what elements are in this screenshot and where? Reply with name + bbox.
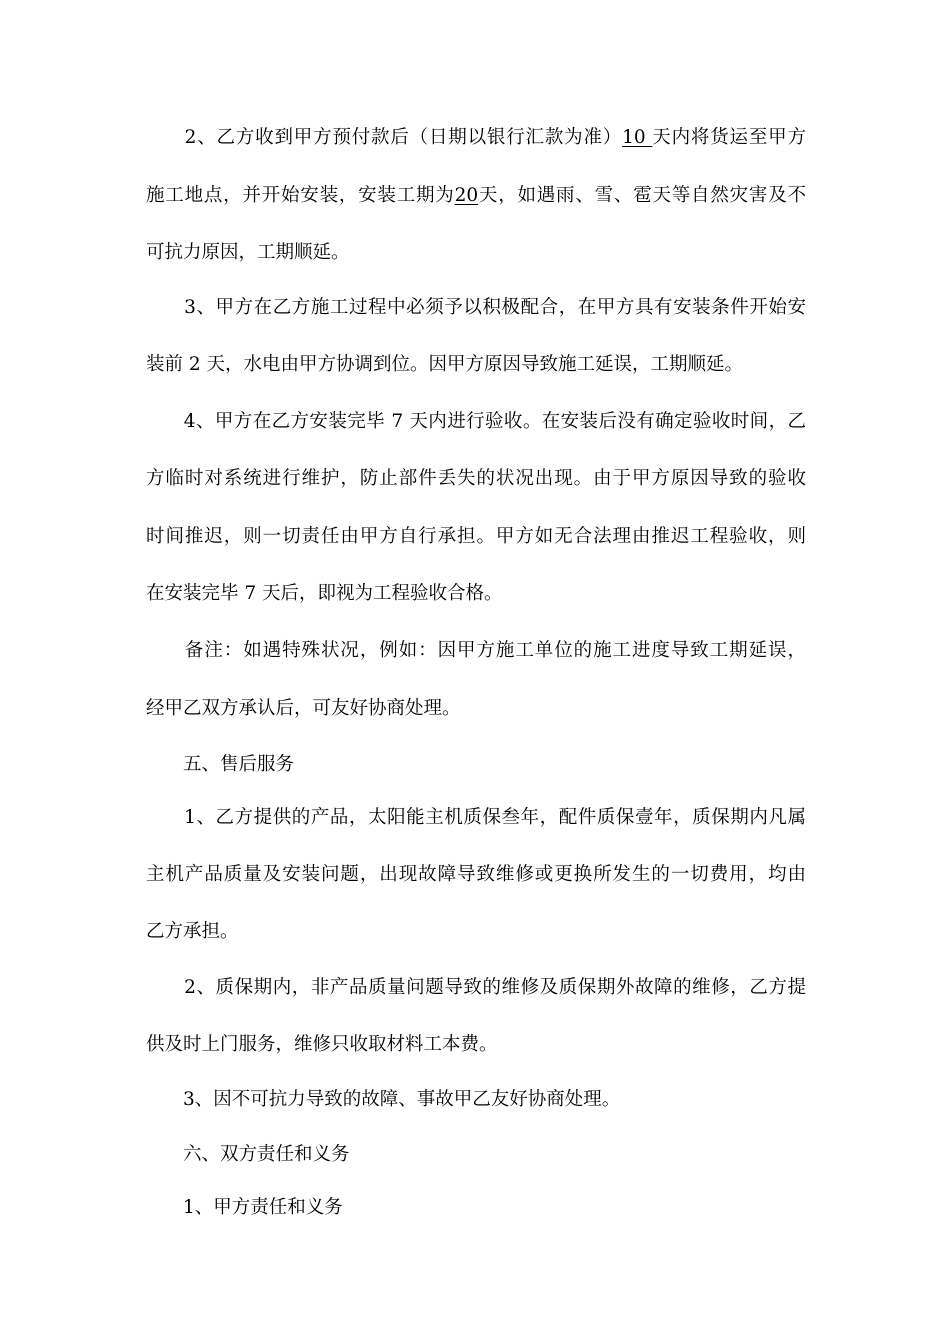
text-line: 在安装完毕 7 天后，即视为工程验收合格。 bbox=[146, 583, 503, 604]
text-line: 2、质保期内，非产品质量问题导致的维修及质保期外故障的维修，乙方提 bbox=[146, 977, 806, 998]
note-line: 备注：如遇特殊状况，例如：因甲方施工单位的施工进度导致工期延误， bbox=[146, 640, 806, 661]
text-line: 时间推迟，则一切责任由甲方自行承担。甲方如无合法理由推迟工程验收，则 bbox=[146, 526, 806, 547]
text-line: 乙方承担。 bbox=[146, 921, 239, 942]
days-underlined: 20 bbox=[454, 185, 479, 206]
section-heading: 六、双方责任和义务 bbox=[146, 1144, 350, 1165]
text-line: 装前 2 天，水电由甲方协调到位。因甲方原因导致施工延误，工期顺延。 bbox=[146, 354, 744, 375]
text-line: 1、乙方提供的产品，太阳能主机质保叁年，配件质保壹年，质保期内凡属 bbox=[146, 807, 806, 828]
text-line: 施工地点，并开始安装，安装工期为20天，如遇雨、雪、雹天等自然灾害及不 bbox=[146, 185, 806, 206]
text-line: 方临时对系统进行维护，防止部件丢失的状况出现。由于甲方原因导致的验收 bbox=[146, 468, 806, 489]
days-underlined: 10 bbox=[622, 127, 653, 148]
section-heading: 五、售后服务 bbox=[146, 754, 295, 775]
text-line: 可抗力原因，工期顺延。 bbox=[146, 242, 350, 263]
text-line: 3、因不可抗力导致的故障、事故甲乙友好协商处理。 bbox=[146, 1089, 621, 1110]
text-line: 4、甲方在乙方安装完毕 7 天内进行验收。在安装后没有确定验收时间，乙 bbox=[146, 411, 806, 432]
text-line: 3、甲方在乙方施工过程中必须予以积极配合，在甲方具有安装条件开始安 bbox=[146, 297, 806, 318]
text-line: 主机产品质量及安装问题，出现故障导致维修或更换所发生的一切费用，均由 bbox=[146, 864, 806, 885]
text-line: 供及时上门服务，维修只收取材料工本费。 bbox=[146, 1034, 498, 1055]
subsection-heading: 1、甲方责任和义务 bbox=[146, 1197, 343, 1218]
note-line: 经甲乙双方承认后，可友好协商处理。 bbox=[146, 698, 461, 719]
text-line: 2、乙方收到甲方预付款后（日期以银行汇款为准）10 天内将货运至甲方 bbox=[146, 127, 806, 148]
